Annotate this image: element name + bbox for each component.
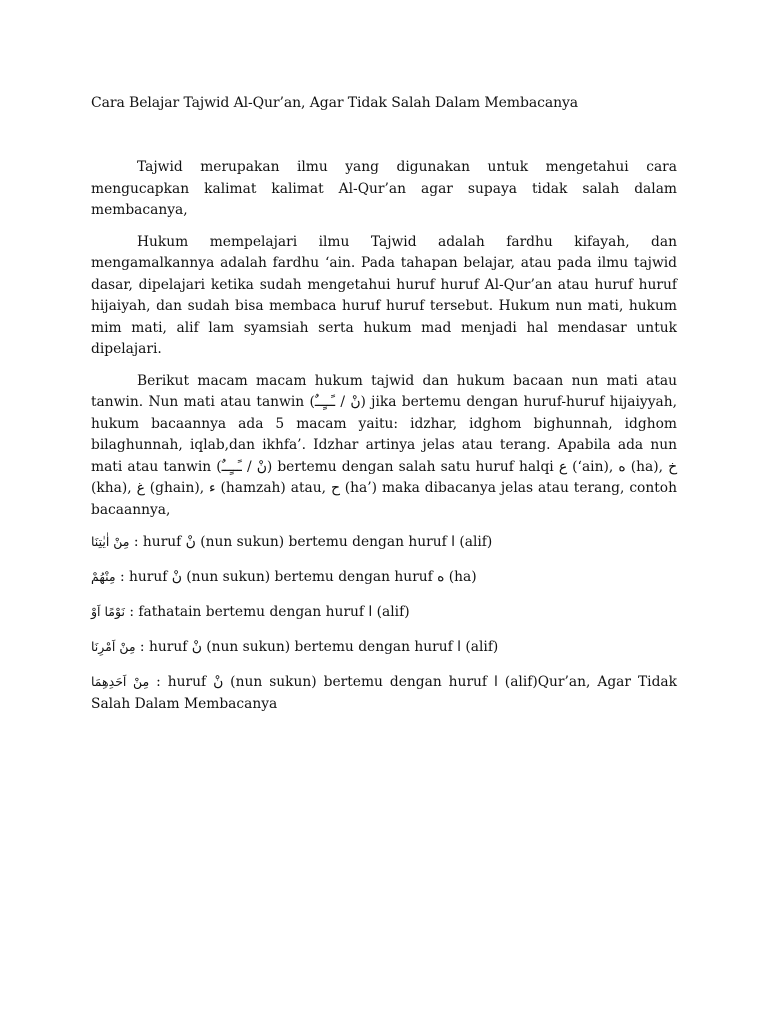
example-explanation: : fathatain bertemu dengan huruf ا (alif) xyxy=(124,604,410,620)
arabic-example: مِنْ اٰيٰتِنَا xyxy=(91,534,130,549)
paragraph-definition: Tajwid merupakan ilmu yang digunakan untuk mengetahui cara mengucapkan kalimat kalimat Al-Qur’an agar supaya tidak salah dalam membacanya, xyxy=(91,159,677,218)
example-item xyxy=(91,601,677,624)
example-item xyxy=(91,531,677,554)
example-explanation: : huruf نْ (nun sukun) bertemu dengan huruf ا (alif) xyxy=(135,639,499,655)
example-explanation: : huruf نْ (nun sukun) bertemu dengan huruf ا (alif)Qur’an, Agar Tidak Salah Dalam Membacanya xyxy=(91,674,677,712)
example-explanation: : huruf نْ (nun sukun) bertemu dengan huruf ه (ha) xyxy=(115,569,477,585)
paragraph-law: Hukum mempelajari ilmu Tajwid adalah fardhu kifayah, dan mengamalkannya adalah fardhu ‘ain. Pada tahapan belajar, atau pada ilmu tajwid dasar, dipelajari ketika sudah mengetahui huruf huruf Al-Qur’an atau huruf huruf hijaiyah, dan sudah bisa membaca huruf huruf tersebut. Hukum nun mati, hukum mim mati, alif lam syamsiah serta hukum mad menjadi hal mendasar untuk dipelajari. xyxy=(91,233,677,357)
example-item xyxy=(91,636,677,659)
document-page xyxy=(91,93,677,728)
arabic-example: مِنْ اَمْرِنَا xyxy=(91,639,136,654)
example-item xyxy=(91,671,677,715)
arabic-example: نَوْمًا اَوْ xyxy=(91,604,125,619)
document-title: Cara Belajar Tajwid Al-Qur’an, Agar Tidak Salah Dalam Membacanya xyxy=(91,95,579,111)
example-list xyxy=(91,531,677,715)
example-explanation: : huruf نْ (nun sukun) bertemu dengan huruf ا (alif) xyxy=(129,534,493,550)
example-item xyxy=(91,566,677,589)
arabic-example: مِنْ اَحَدِهِمَا xyxy=(91,674,150,689)
paragraph-nun-mati: Berikut macam macam hukum tajwid dan hukum bacaan nun mati atau tanwin. Nun mati atau tanwin (نْ / ـًــٍــٌ) jika bertemu dengan huruf-huruf hijaiyyah, hukum bacaannya ada 5 macam yaitu: idzhar, idghom bighunnah, idghom bilaghunnah, iqlab,dan ikhfa’. Idzhar artinya jelas atau terang. Apabila ada nun mati atau tanwin (نْ / ـًــٍــٌ) bertemu dengan salah satu huruf halqi ع (‘ain), ه (ha), خ (kha), غ (ghain), ء (hamzah) atau, ح (ha’) maka dibacanya jelas atau terang, contoh bacaannya, xyxy=(91,372,677,518)
arabic-example: مِنْهُمْ xyxy=(91,569,116,584)
